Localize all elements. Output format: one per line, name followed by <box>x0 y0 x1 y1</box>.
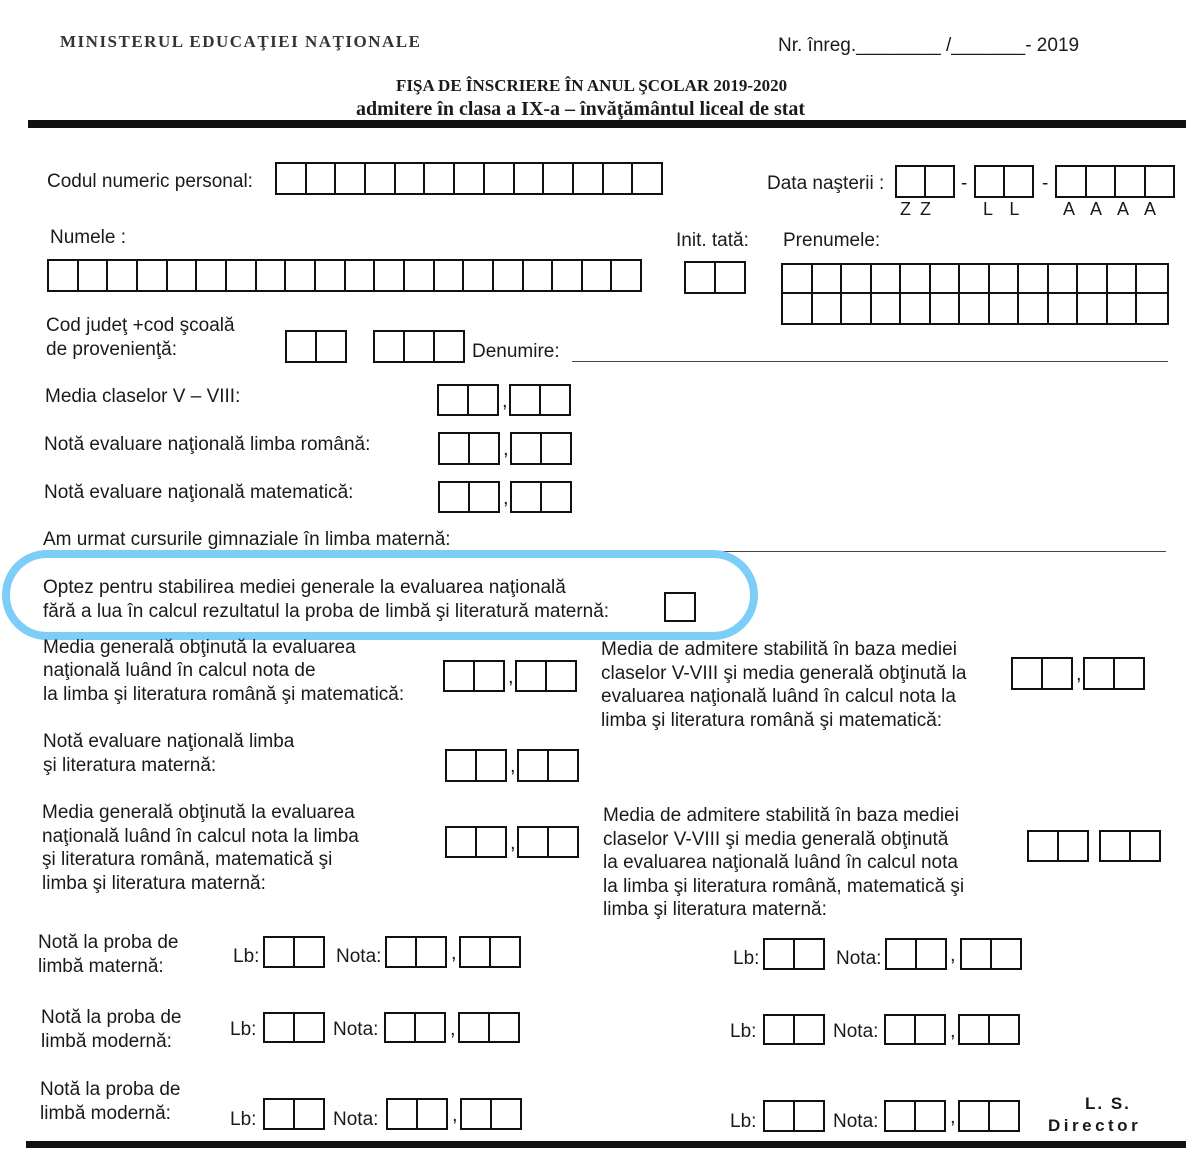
modern2-nota-dec-input-2[interactable] <box>958 1100 1020 1132</box>
adm-all-label-3: la evaluarea naţională luând în calcul nota <box>603 852 958 873</box>
en-mother-label-2: şi literatura maternă: <box>43 755 217 776</box>
en-avg-rm-dec-input[interactable] <box>515 660 577 692</box>
decimal-comma: , <box>503 487 509 509</box>
school-name-input[interactable] <box>572 361 1168 362</box>
form-title: FIŞA DE ÎNSCRIERE ÎN ANUL ŞCOLAR 2019-2020 <box>396 76 788 95</box>
seal-label: L. S. <box>1085 1094 1131 1113</box>
modern1-nota-dec-input-2[interactable] <box>958 1014 1020 1045</box>
en-avg-rm-label-3: la limba şi literatura română şi matematică: <box>43 684 405 705</box>
nota-label: Nota: <box>836 948 882 969</box>
adm-all-label-5: limba şi literatura maternă: <box>603 899 827 920</box>
adm-rm-dec-input[interactable] <box>1083 657 1145 690</box>
lb-label: Lb: <box>730 1021 757 1042</box>
decimal-comma: , <box>450 1018 456 1040</box>
avg-5-8-label: Media claselor V – VIII: <box>45 386 241 407</box>
father-initial-input[interactable] <box>684 261 746 294</box>
en-romanian-dec-input[interactable] <box>510 432 572 465</box>
footer-rule <box>26 1141 1186 1148</box>
avg-5-8-int-input[interactable] <box>437 384 499 416</box>
decimal-comma: , <box>508 666 514 688</box>
modern1-nota-dec-input[interactable] <box>458 1012 520 1043</box>
modern1-lb-input[interactable] <box>263 1012 325 1043</box>
cnp-label: Codul numeric personal: <box>47 171 253 192</box>
en-mother-dec-input[interactable] <box>517 749 579 782</box>
en-math-int-input[interactable] <box>438 481 500 513</box>
modern1-lb-input-2[interactable] <box>763 1014 825 1045</box>
nota-label: Nota: <box>833 1021 879 1042</box>
adm-all-label: Media de admitere stabilită în baza mediei <box>603 805 959 826</box>
lb-label: Lb: <box>233 946 260 967</box>
en-avg-rm-label: Media generală obţinută la evaluarea <box>43 637 356 658</box>
form-subtitle: admitere în clasa a IX-a – învăţământul liceal de stat <box>356 98 806 120</box>
adm-all-dec-input[interactable] <box>1099 830 1161 862</box>
birth-month-input[interactable] <box>974 165 1034 198</box>
lb-label: Lb: <box>230 1019 257 1040</box>
modern2-lb-input-2[interactable] <box>763 1100 825 1132</box>
en-avg-all-label-2: naţională luând în calcul nota la limba <box>42 826 359 847</box>
nota-label: Nota: <box>333 1109 379 1130</box>
mother-nota-dec-input-2[interactable] <box>960 938 1022 970</box>
firstname-input[interactable] <box>781 263 1169 325</box>
director-label: Director <box>1048 1116 1142 1135</box>
adm-rm-int-input[interactable] <box>1011 657 1073 690</box>
adm-rm-label: Media de admitere stabilită în baza mediei <box>601 639 957 660</box>
mother-lb-input-2[interactable] <box>763 938 825 970</box>
birth-date-label: Data naşterii : <box>767 173 885 194</box>
lb-label: Lb: <box>730 1111 757 1132</box>
en-avg-rm-int-input[interactable] <box>443 660 505 692</box>
school-code-label: Cod judeţ +cod şcoală <box>46 315 235 336</box>
mother-test-label: Notă la proba de <box>38 932 179 953</box>
decimal-comma: , <box>950 1106 956 1128</box>
modern1-nota-int-input[interactable] <box>384 1012 446 1043</box>
adm-rm-label-4: limba şi literatura română şi matematică: <box>601 710 943 731</box>
mother-nota-int-input-2[interactable] <box>885 938 947 970</box>
en-math-label: Notă evaluare naţională matematică: <box>44 482 354 503</box>
nota-label: Nota: <box>833 1111 879 1132</box>
date-hint-day: Z Z <box>900 199 933 219</box>
decimal-comma: , <box>451 942 457 964</box>
en-math-dec-input[interactable] <box>510 481 572 513</box>
cnp-input[interactable] <box>275 162 663 195</box>
en-romanian-int-input[interactable] <box>438 432 500 465</box>
school-name-label: Denumire: <box>472 341 560 362</box>
birth-year-input[interactable] <box>1055 165 1175 198</box>
en-avg-rm-label-2: naţională luând în calcul nota de <box>43 660 316 681</box>
ministry-name: MINISTERUL EDUCAŢIEI NAŢIONALE <box>60 32 422 51</box>
decimal-comma: , <box>950 944 956 966</box>
lb-label: Lb: <box>733 948 760 969</box>
modern2-nota-dec-input[interactable] <box>460 1098 522 1130</box>
nota-label: Nota: <box>336 946 382 967</box>
decimal-comma: , <box>510 755 516 777</box>
decimal-comma: , <box>950 1020 956 1042</box>
adm-all-int-input[interactable] <box>1027 830 1089 862</box>
adm-all-label-4: la limba şi literatura română, matematică şi <box>603 876 965 897</box>
mother-test-label-2: limbă maternă: <box>38 956 164 977</box>
decimal-comma: , <box>503 438 509 460</box>
header-rule <box>28 120 1186 128</box>
modern-test-label: Notă la proba de <box>40 1079 181 1100</box>
en-mother-label: Notă evaluare naţională limba <box>43 731 295 752</box>
modern-test-label-2: limbă modernă: <box>40 1103 171 1124</box>
decimal-comma: , <box>452 1104 458 1126</box>
date-hint-year: A A A A <box>1063 199 1163 219</box>
adm-rm-label-2: claselor V-VIII şi media generală obţinută la <box>601 663 967 684</box>
adm-all-label-2: claselor V-VIII şi media generală obţinută <box>603 829 949 850</box>
decimal-comma: , <box>1076 663 1082 685</box>
county-code-input[interactable] <box>285 330 347 363</box>
modern-test-label-2: limbă modernă: <box>41 1031 172 1052</box>
decimal-comma: , <box>502 390 508 412</box>
en-avg-all-dec-input[interactable] <box>517 826 579 858</box>
modern2-nota-int-input-2[interactable] <box>884 1100 946 1132</box>
mother-lb-input[interactable] <box>263 936 325 968</box>
option-label: Optez pentru stabilirea mediei generale la evaluarea naţională <box>43 577 566 598</box>
avg-5-8-dec-input[interactable] <box>509 384 571 416</box>
en-mother-int-input[interactable] <box>445 749 507 782</box>
lb-label: Lb: <box>230 1109 257 1130</box>
highlight-marker <box>2 550 758 640</box>
decimal-comma: , <box>510 832 516 854</box>
option-label-2: fără a lua în calcul rezultatul la proba de limbă şi literatură maternă: <box>43 601 610 622</box>
en-avg-all-label: Media generală obţinută la evaluarea <box>42 802 355 823</box>
modern2-nota-int-input[interactable] <box>386 1098 448 1130</box>
school-code-input[interactable] <box>373 330 465 363</box>
surname-label: Numele : <box>50 227 127 248</box>
date-hint-month: L L <box>983 199 1026 219</box>
en-avg-all-label-3: şi literatura română, matematică şi <box>42 849 333 870</box>
birth-day-input[interactable] <box>895 165 955 198</box>
surname-input[interactable] <box>47 259 642 292</box>
firstname-label: Prenumele: <box>783 230 881 251</box>
en-romanian-label: Notă evaluare naţională limba română: <box>44 434 371 455</box>
father-initial-label: Init. tată: <box>676 230 749 251</box>
mother-nota-int-input[interactable] <box>385 936 447 968</box>
registration-number: Nr. înreg.________ /_______- 2019 <box>778 35 1080 56</box>
en-avg-all-label-4: limba şi literatura maternă: <box>42 873 266 894</box>
adm-rm-label-3: evaluarea naţională luând în calcul nota la <box>601 686 956 707</box>
modern-test-label: Notă la proba de <box>41 1007 182 1028</box>
en-avg-all-int-input[interactable] <box>445 826 507 858</box>
mother-tongue-courses-label: Am urmat cursurile gimnaziale în limba maternă: <box>43 529 451 550</box>
date-separator: - <box>1042 173 1049 194</box>
date-separator: - <box>961 173 968 194</box>
modern1-nota-int-input-2[interactable] <box>884 1014 946 1045</box>
nota-label: Nota: <box>333 1019 379 1040</box>
modern2-lb-input[interactable] <box>263 1098 325 1130</box>
mother-nota-dec-input[interactable] <box>459 936 521 968</box>
school-code-label-2: de provenienţă: <box>46 339 177 360</box>
